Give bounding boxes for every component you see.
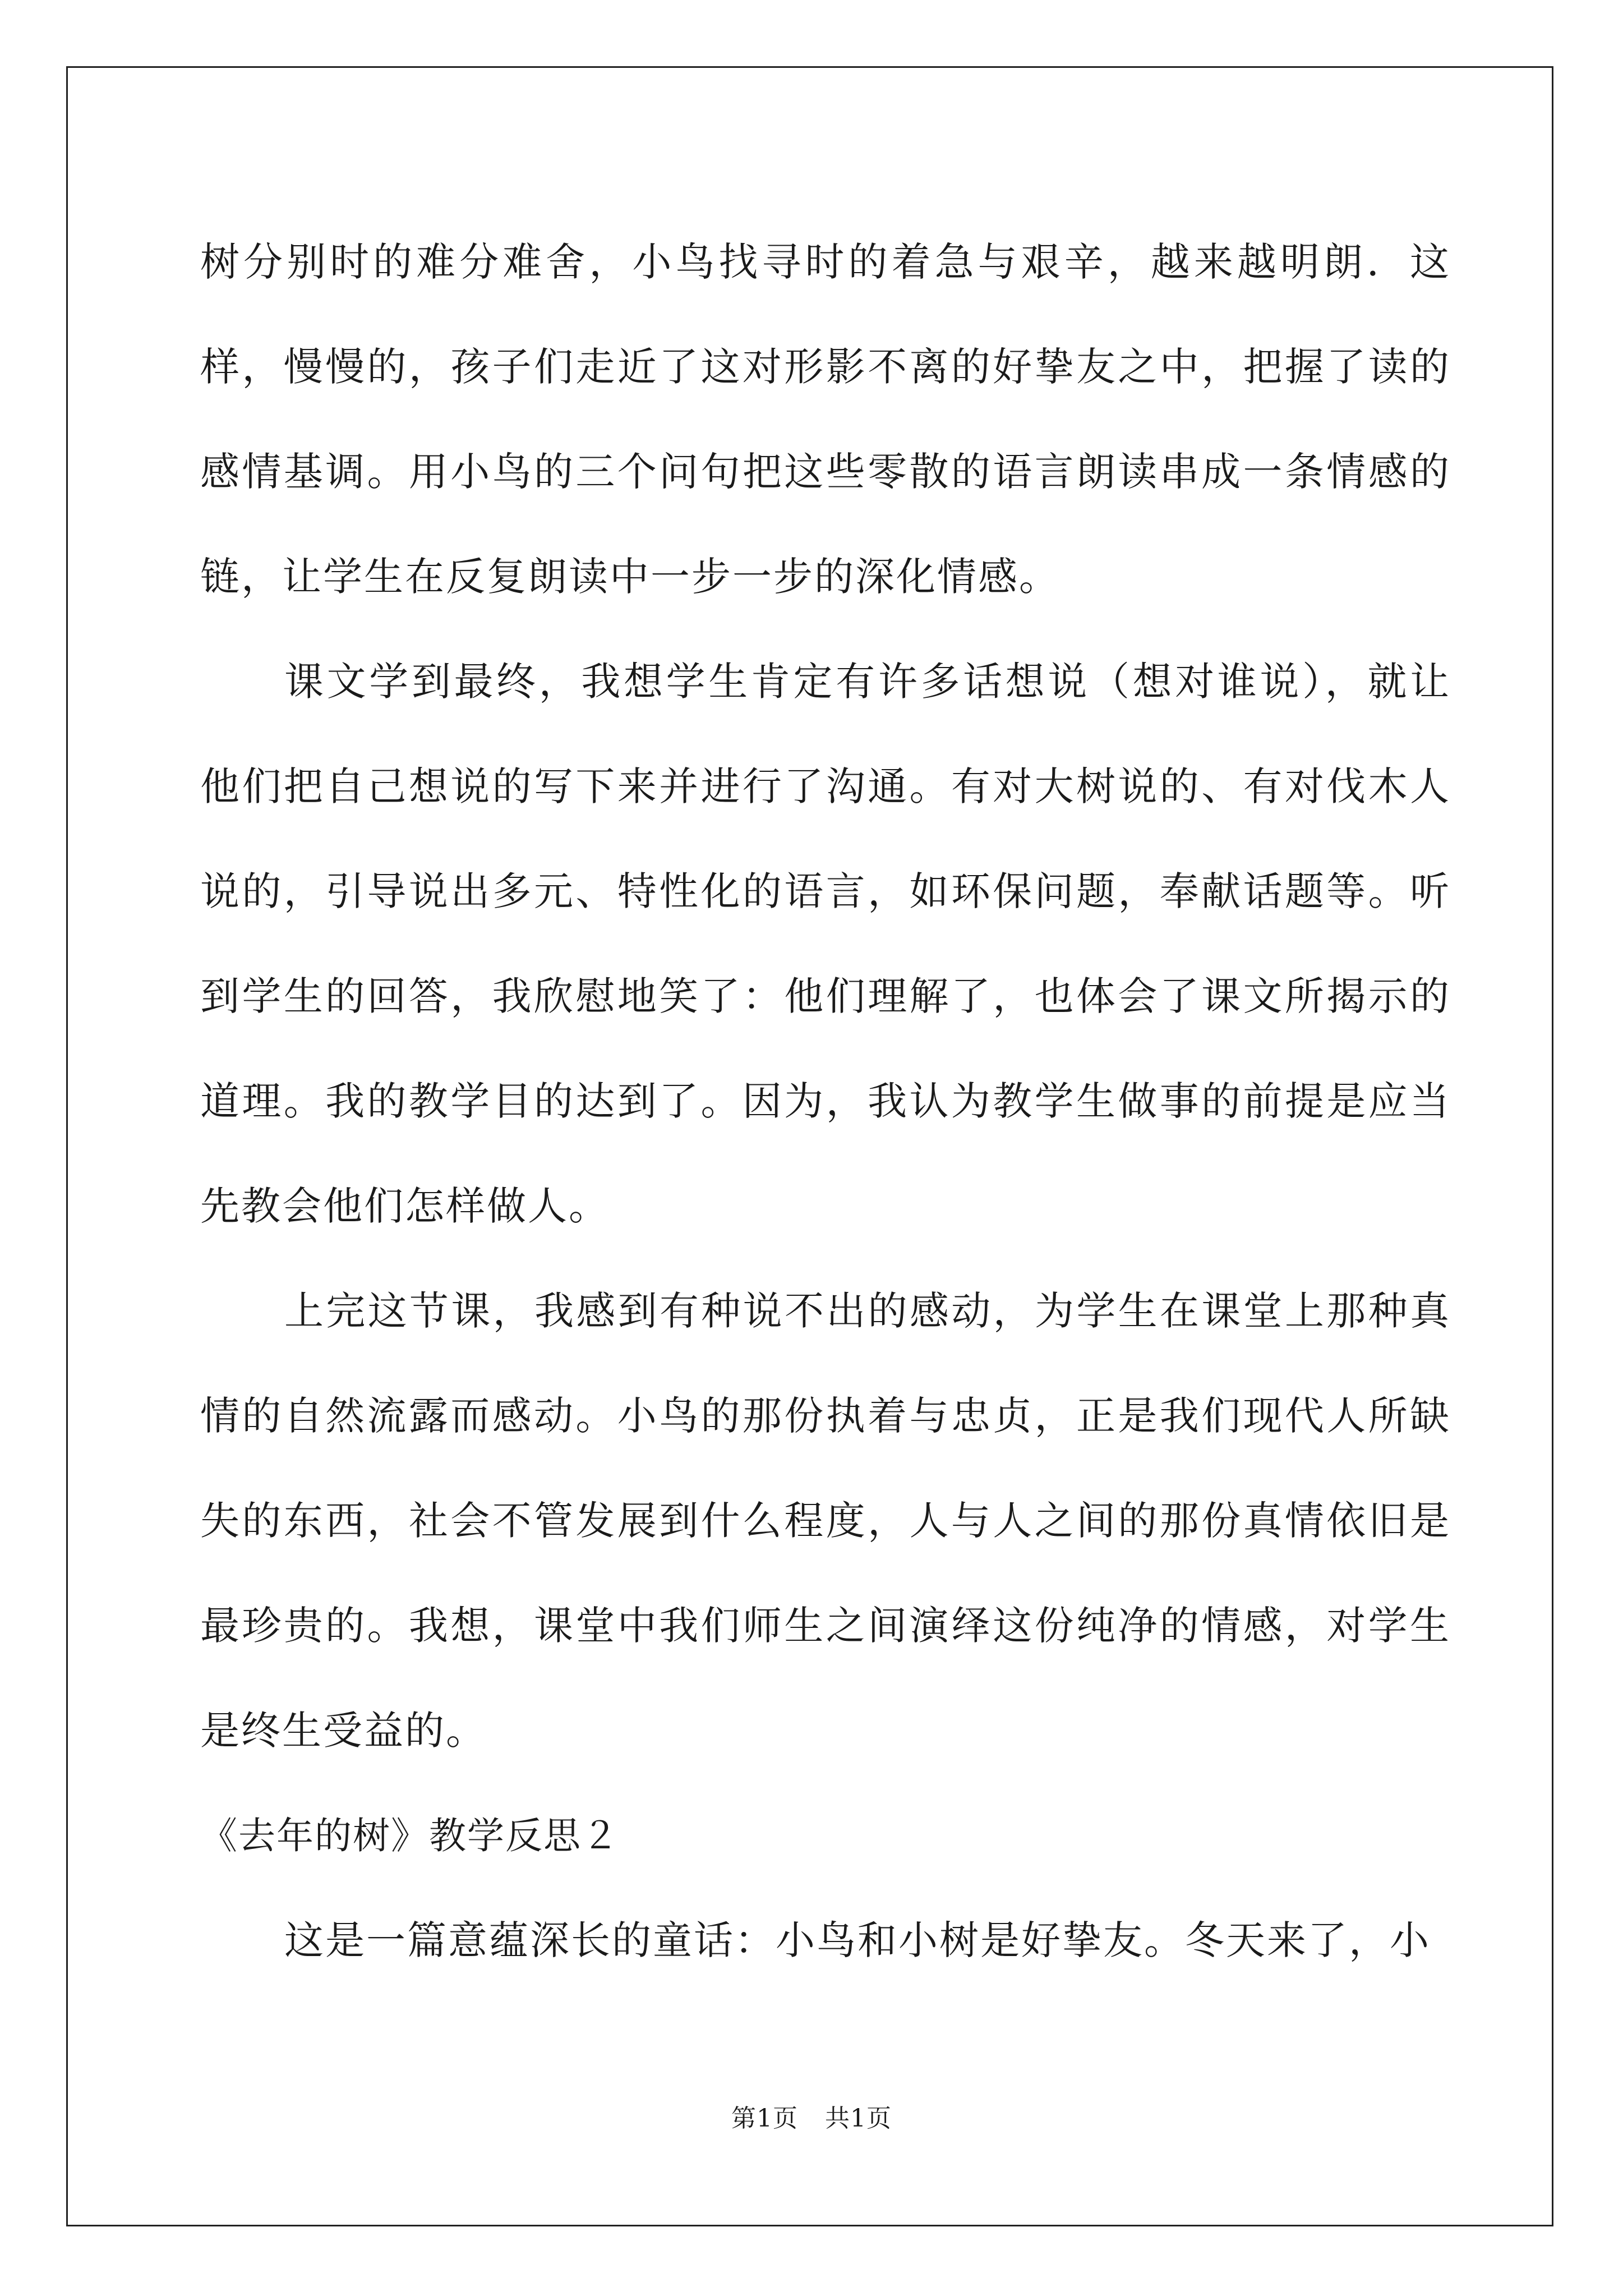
paragraph-continued: 树分别时的难分难舍，小鸟找寻时的着急与艰辛，越来越明朗．这样，慢慢的，孩子们走近了这对形影不离的好挚友之中，把握了读的感情基调。用小鸟的三个问句把这些零散的语言朗读串成一条情感的链，让学生在反复朗读中一步一步的深化情感。 [200, 239, 1451, 600]
page-number: 第1页 [731, 2104, 798, 2133]
page-total: 共1页 [825, 2104, 892, 2133]
page-footer [0, 2098, 1623, 2134]
paragraph: 这是一篇意蕴深长的童话：小鸟和小树是好挚友。冬天来了，小 [284, 1917, 1431, 1963]
section-heading: 《去年的树》教学反思２ [200, 1814, 620, 1857]
paragraph: 上完这节课，我感到有种说不出的感动，为学生在课堂上那种真情的自然流露而感动。小鸟的那份执着与忠贞，正是我们现代人所缺失的东西，社会不管发展到什么程度，人与人之间的那份真情依旧是最珍贵的。我想，课堂中我们师生之间演绎这份纯净的情感，对学生是终生受益的。 [200, 1288, 1451, 1754]
document-body [200, 210, 1451, 1993]
paragraph: 课文学到最终，我想学生肯定有许多话想说（想对谁说），就让他们把自己想说的写下来并进行了沟通。有对大树说的、有对伐木人说的，引导说出多元、特性化的语言，如环保问题，奉献话题等。听到学生的回答，我欣慰地笑了：他们理解了，也体会了课文所揭示的道理。我的教学目的达到了。因为，我认为教学生做事的前提是应当先教会他们怎样做人。 [200, 659, 1451, 1229]
